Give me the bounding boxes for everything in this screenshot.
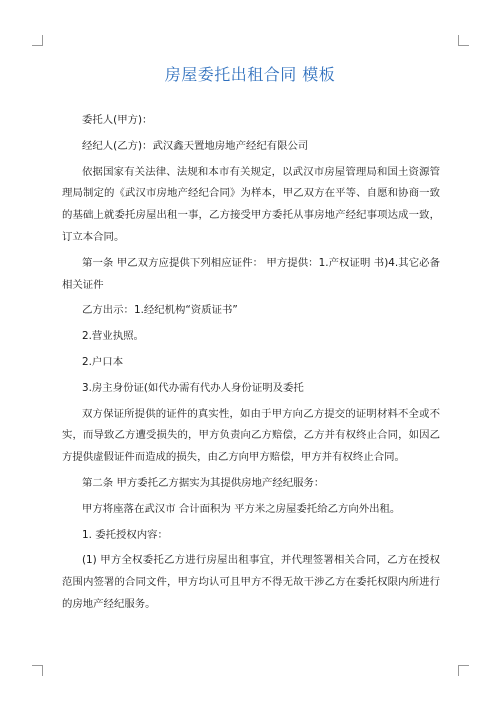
paragraph-authorization-heading: 1. 委托授权内容： <box>82 528 168 541</box>
paragraph-principal: 委托人(甲方)： <box>82 114 153 126</box>
paragraph-basis: 依据国家有关法律、法规和本市有关规定，以武汉市房屋管理局和国土资源管理局制定的《武汉市房地产经纪合同》为样本，甲乙双方在平等、自愿和协商一致的基础上就委托房屋出租一事，乙方接受甲方委托从事房地产经纪事项达成一致，订立本合同。 <box>62 165 440 243</box>
paragraph-agent: 经纪人(乙方)：武汉鑫天置地房地产经纪有限公司 <box>82 139 309 152</box>
paragraph-article-1: 第一条 甲乙双方应提供下列相应证件： 甲方提供：1.产权证明 书)4.其它必备相关证件 <box>62 256 440 291</box>
crop-mark-bottom-right <box>458 665 469 676</box>
paragraph-authorization-1: (1) 甲方全权委托乙方进行房屋出租事宜，并代理签署相关合同，乙方在授权范围内签署的合同文件，甲方均认可且甲方不得无故干涉乙方在委托权限内所进行的房地产经纪服务。 <box>62 554 440 610</box>
paragraph-article-2: 第二条 甲方委托乙方据实为其提供房地产经纪服务： <box>82 476 325 489</box>
paragraph-party-b-shows: 乙方出示：1.经纪机构“资质证书” <box>82 304 238 317</box>
paragraph-property: 甲方将座落在武汉市 合计面积为 平方米之房屋委托给乙方向外出租。 <box>82 502 401 515</box>
crop-mark-top-left <box>32 35 43 46</box>
crop-mark-top-right <box>458 35 469 46</box>
document-title: 房屋委托出租合同 模板 <box>164 65 336 84</box>
paragraph-authenticity: 双方保证所提供的证件的真实性，如由于甲方向乙方提交的证明材料不全或不实，而导致乙方遭受损失的，甲方负责向乙方赔偿，乙方并有权终止合同，如因乙方提供虚假证件而造成的损失，由乙方向甲方赔偿，甲方并有权终止合同。 <box>62 407 440 464</box>
paragraph-business-license: 2.营业执照。 <box>82 330 144 343</box>
paragraph-household-register: 2.户口本 <box>82 355 124 368</box>
document-body <box>62 110 440 620</box>
paragraph-id-card: 3.房主身份证(如代办需有代办人身份证明及委托 <box>82 381 304 394</box>
crop-mark-bottom-left <box>32 665 43 676</box>
